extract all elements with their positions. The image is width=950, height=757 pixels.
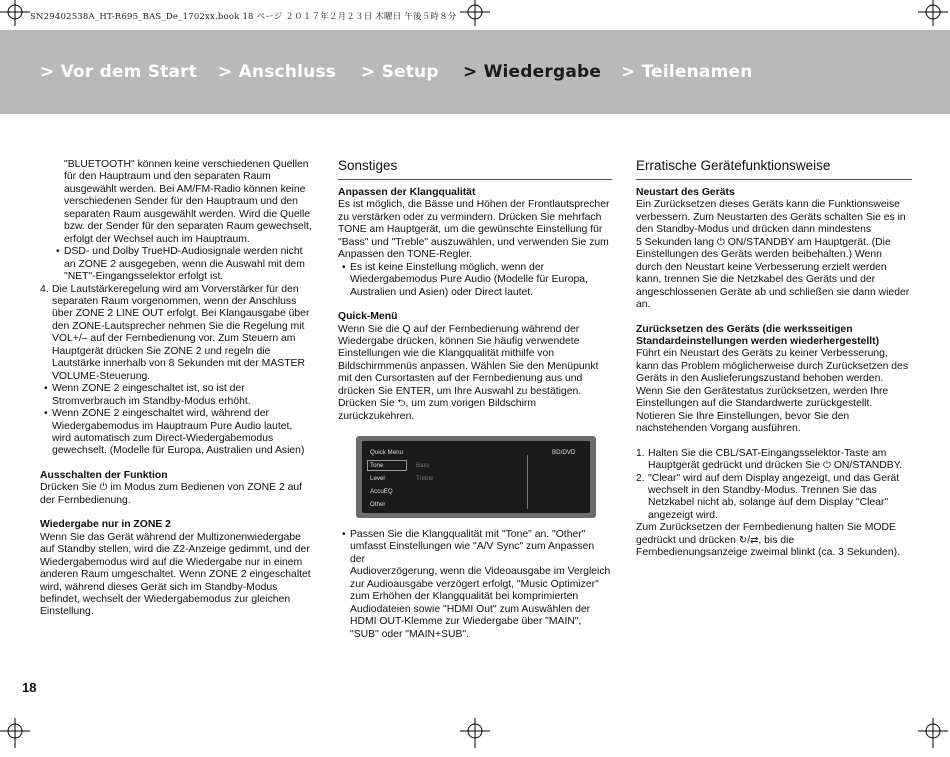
text-line: Einstellungen auf die Standardwerte zurückgestellt. (636, 398, 873, 410)
tone-bullet (338, 529, 612, 641)
text-line: • Wenn ZONE 2 eingeschaltet ist, so ist der (52, 383, 245, 395)
text-line: Netzkabel nicht ab, solange auf dem Display "Clear" (648, 497, 889, 509)
crop-mark-top-right (918, 0, 948, 30)
quick-menu-item-other[interactable]: Other (370, 501, 386, 508)
text-line: erfolgt der Wechsel auch im Hauptraum. (64, 233, 250, 245)
text-line: verschiedenen Sender für den Hauptraum und den (64, 196, 298, 208)
step-number: 4. (40, 283, 49, 295)
step-1 (636, 448, 912, 473)
text-line: Einstellung. (40, 606, 94, 618)
text-line: Audioverzögerung, wenn die Videoausgabe im Vergleich (350, 566, 611, 578)
print-info-line: SN29402538A_HT-R695_BAS_De_1702xx.book 18 ページ ２０１７年２月２３日 木曜日 午後５時８分 (30, 12, 457, 22)
standby-bullet (40, 383, 320, 408)
text-line: wird, während dieses Gerät sich im Standby-Modus (40, 581, 278, 593)
text-line: bzw. der Sender für den separaten Raum gewechselt, (64, 221, 312, 233)
text-line: zu verstärken oder zu vermindern. Drücken Sie mehrfach (338, 211, 602, 223)
section-heading-erratisch: Erratische Gerätefunktionsweise (636, 158, 912, 180)
crop-mark-top-left (0, 0, 30, 30)
return-icon: ⮌ (397, 398, 406, 410)
power-icon: ⏻ (716, 236, 725, 248)
text-line: Lautstärke innerhalb von 8 Sekunden mit der MASTER (52, 358, 305, 370)
step-number: 1. (636, 447, 645, 459)
text-line: wird automatisch zum Direct-Wiedergabemodus (52, 432, 274, 444)
text-line: wechselt in den Standby-Modus. Trennen Sie das (648, 484, 877, 496)
pure-audio-bullet (40, 408, 320, 458)
text-line: der Fernbedienung. (40, 494, 131, 506)
bluetooth-note (40, 159, 320, 246)
page-number: 18 (22, 680, 37, 695)
text-line: Wiedergabemodus wird auf die Wiedergabe nur in einem (40, 556, 303, 568)
text-line: kann, trennen Sie die Netzkabel des Geräts und der (636, 274, 876, 286)
text-line: angeschlossenen Geräte ab und schließen sie dann wieder (636, 286, 910, 298)
text-line: • Passen Sie die Klangqualität mit "Tone" an. "Other" (350, 529, 586, 540)
reset-heading: Standardeinstellungen werden wiederhergestellt) (636, 335, 880, 347)
text-line: Wiedergabe drücken, können Sie häufig verwendete (338, 335, 580, 347)
restart-power-line (636, 237, 912, 249)
text-line: Audiodateien sowie "HDMI Out" zum Auswählen der (350, 603, 591, 615)
text-line: Führt ein Neustart des Geräts zu keiner Verbesserung, (636, 348, 888, 360)
text-line: • Wenn ZONE 2 eingeschaltet wird, während der (52, 408, 269, 420)
text-line: "NET"-Eingangsselektor erfolgt ist. (64, 271, 224, 283)
quick-menu-sub-bass: Bass (416, 462, 430, 469)
text-line: kann das Problem möglicherweise durch Zurücksetzen des (636, 360, 909, 372)
text-line: VOLUME-Steuerung. (52, 370, 151, 382)
text-line: Wenn Sie den Gerätestatus zurücksetzen, werden Ihre (636, 385, 889, 397)
text-line: den ZONE-Lautsprecher nehmen Sie die Regelung mit (52, 320, 305, 332)
quick-back-line (338, 398, 612, 410)
repeat-shuffle-icon: ↻/⇄ (738, 534, 759, 546)
text-line: umfasst Einstellungen wie "A/V Sync" zum Anpassen der (350, 541, 595, 565)
text-line: Wenn Sie das Gerät während der Multizonenwiedergabe (40, 531, 301, 543)
column-middle (338, 158, 612, 423)
text-span: , bis die (758, 534, 795, 546)
crop-mark-bottom-center (460, 718, 490, 748)
text-line: Stromverbrauch im Standby-Modus erhöht. (52, 395, 251, 407)
text-line: drücken Sie ENTER, um Ihre Auswahl zu bestätigen. (338, 385, 582, 397)
text-span: ON/STANDBY. (833, 460, 903, 472)
nav-anschluss[interactable]: > Anschluss (218, 62, 337, 82)
text-line: mit den Cursortasten auf der Fernbedienung aus und (338, 373, 583, 385)
text-line: zum Erhöhen der Klangqualität bei komprimierten (350, 591, 579, 603)
text-line: TONE am Hauptgerät, um die gewünschte Einstellung für (338, 224, 603, 236)
text-line: Geräts in den Auslieferungszustand behoben werden. (636, 373, 884, 385)
text-line: nachstehenden Vorgang ausführen. (636, 423, 801, 435)
nav-wiedergabe[interactable]: > Wiedergabe (463, 62, 602, 82)
text-line: • Es ist keine Einstellung möglich, wenn der (350, 261, 545, 273)
quick-menu-screenshot (356, 436, 596, 518)
text-line: VOL+/– auf der Fernbedienung vor. Zum Steuern am (52, 333, 296, 345)
text-span: gedrückt und drücken (636, 534, 736, 546)
text-line: Australien und Asien) oder Direct lautet. (350, 286, 534, 298)
text-span: im Modus zum Bedienen von ZONE 2 auf (110, 482, 303, 494)
klang-heading: Anpassen der Klangqualität (338, 187, 476, 198)
text-line: Einstellungen des Geräts werden beibehalten.) Wenn (636, 249, 882, 261)
reset-heading: Zurücksetzen des Geräts (die werksseitigen (636, 323, 853, 335)
text-span: ON/STANDBY am Hauptgerät. (Die (727, 236, 891, 248)
text-line: "Clear" wird auf dem Display angezeigt, und das Gerät (648, 472, 900, 484)
text-line: durch den Neustart keine Verbesserung erzielt werden (636, 261, 887, 273)
nav-setup[interactable]: > Setup (361, 62, 439, 82)
text-line: verbessern. Zum Neustarten des Geräts schalten Sie es in (636, 211, 906, 223)
section-heading-sonstiges: Sonstiges (338, 158, 612, 180)
text-line: Fernbedienungsanzeige zweimal blinkt (ca. 3 Sekunden). (636, 547, 900, 559)
crop-mark-bottom-right (918, 718, 948, 748)
text-line: zur Audioausgabe verzögert erfolgt, "Music Optimizer" (350, 578, 599, 590)
power-icon: ⏻ (823, 460, 831, 472)
text-line: separaten Raum vorgenommen, wenn der Anschluss (52, 295, 297, 307)
text-line: anderen Raum umgeschaltet. Wenn ZONE 2 eingeschaltet (40, 569, 311, 581)
text-line: gewechselt. (Modelle für Europa, Australien und Asien) (52, 445, 305, 457)
text-line: angezeigt wird. (648, 509, 718, 521)
text-line: "BLUETOOTH" können keine verschiedenen Quellen (64, 159, 309, 170)
quick-menu-sub-treble: Treble (416, 475, 434, 482)
quick-menu-item-level[interactable]: Level (370, 475, 385, 482)
text-line: Wiedergabemodus im Hauptraum Pure Audio lautet, (52, 420, 293, 432)
power-icon: ⏻ (99, 482, 108, 494)
tone-bullet-block (338, 529, 612, 641)
quick-menu-heading: Quick-Menü (338, 311, 398, 323)
off-line-1 (40, 482, 320, 494)
step-2 (636, 473, 912, 523)
quick-menu-divider (527, 455, 528, 509)
text-line: Die Lautstärkeregelung wird am Vorverstärker für den (52, 283, 299, 295)
text-line: den Standby-Modus und drücken dann mindestens (636, 224, 872, 236)
step1-power-line (648, 460, 912, 472)
text-line: zurückzukehren. (338, 410, 415, 422)
text-line: auf Standby stellen, wird die Z2-Anzeige gedimmt, und der (40, 544, 310, 556)
text-line: Ein Zurücksetzen dieses Geräts kann die Funktionsweise (636, 199, 900, 211)
text-line: Wiedergabemodus Pure Audio (Modelle für Europa, (350, 274, 588, 286)
column-left (40, 159, 320, 619)
crop-mark-top-center (460, 0, 490, 30)
off-heading: Ausschalten der Funktion (40, 469, 168, 481)
remote-icon-line (636, 535, 912, 547)
text-line: Notieren Sie Ihre Einstellungen, bevor Sie den (636, 410, 850, 422)
step-number: 2. (636, 472, 645, 484)
text-line: Hauptgerät drücken Sie ZONE 2 und regeln die (52, 345, 271, 357)
text-span: Drücken Sie (40, 482, 97, 494)
quick-menu-item-tone[interactable]: Tone (370, 462, 384, 469)
restart-heading: Neustart des Geräts (636, 187, 735, 198)
text-line: Halten Sie die CBL/SAT-Eingangsselektor-Taste am (648, 447, 887, 459)
text-line: Bildschirmmenüs anpassen. Wählen Sie den Menüpunkt (338, 360, 599, 372)
text-line: ausgewählt werden. Bei AM/FM-Radio können keine (64, 183, 306, 195)
text-line: "SUB" oder "MAIN+SUB". (350, 628, 469, 640)
text-line: Es ist möglich, die Bässe und Höhen der Frontlautsprecher (338, 199, 610, 211)
crop-mark-bottom-left (0, 718, 30, 748)
text-line: an ZONE 2 ausgegeben, wenn die Auswahl mit dem (64, 258, 305, 270)
text-span: Hauptgerät gedrückt und drücken Sie (648, 460, 821, 472)
quick-menu-source: BD/DVD (552, 449, 576, 456)
text-line: für den Hauptraum und den separaten Raum (64, 171, 271, 183)
text-line: HDMI OUT-Klemme zur Wiedergabe über "MAIN", (350, 616, 582, 628)
quick-menu-item-accueq[interactable]: AccuEQ (370, 488, 393, 495)
step-4 (40, 284, 320, 384)
text-line: befindet, wechselt der Wiedergabemodus zur gleichen (40, 593, 291, 605)
klang-bullet (338, 262, 612, 299)
column-right (636, 158, 912, 560)
text-line: "Bass" und "Treble" auszuwählen, und verwenden Sie zum (338, 236, 609, 248)
text-line: Anpassen den TONE-Regler. (338, 249, 473, 261)
text-line: an. (636, 299, 651, 311)
nav-teilenamen[interactable]: > Teilenamen (621, 62, 753, 82)
quick-menu-screen (362, 441, 590, 513)
text-line: Einstellungen wie die Klangqualität mithilfe von (338, 348, 555, 360)
quick-menu-title: Quick Menu (370, 449, 404, 456)
text-line: über ZONE 2 LINE OUT erfolgt. Bei Klangausgabe über (52, 308, 310, 320)
zone2-heading: Wiedergabe nur in ZONE 2 (40, 519, 171, 531)
text-line: Zum Zurücksetzen der Fernbedienung halten Sie MODE (636, 522, 896, 534)
text-line: separaten Raum ausgewählt werden. Wird die Quelle (64, 208, 311, 220)
text-line: • DSD- und Dolby TrueHD-Audiosignale werden nicht (64, 246, 303, 258)
text-span: , um zum vorigen Bildschirm (405, 398, 537, 410)
nav-vor-dem-start[interactable]: > Vor dem Start (40, 62, 198, 82)
dsd-bullet (40, 246, 320, 283)
text-line: Wenn Sie die Q auf der Fernbedienung während der (338, 323, 580, 335)
text-span: Drücken Sie (338, 398, 395, 410)
text-span: 5 Sekunden lang (636, 236, 714, 248)
